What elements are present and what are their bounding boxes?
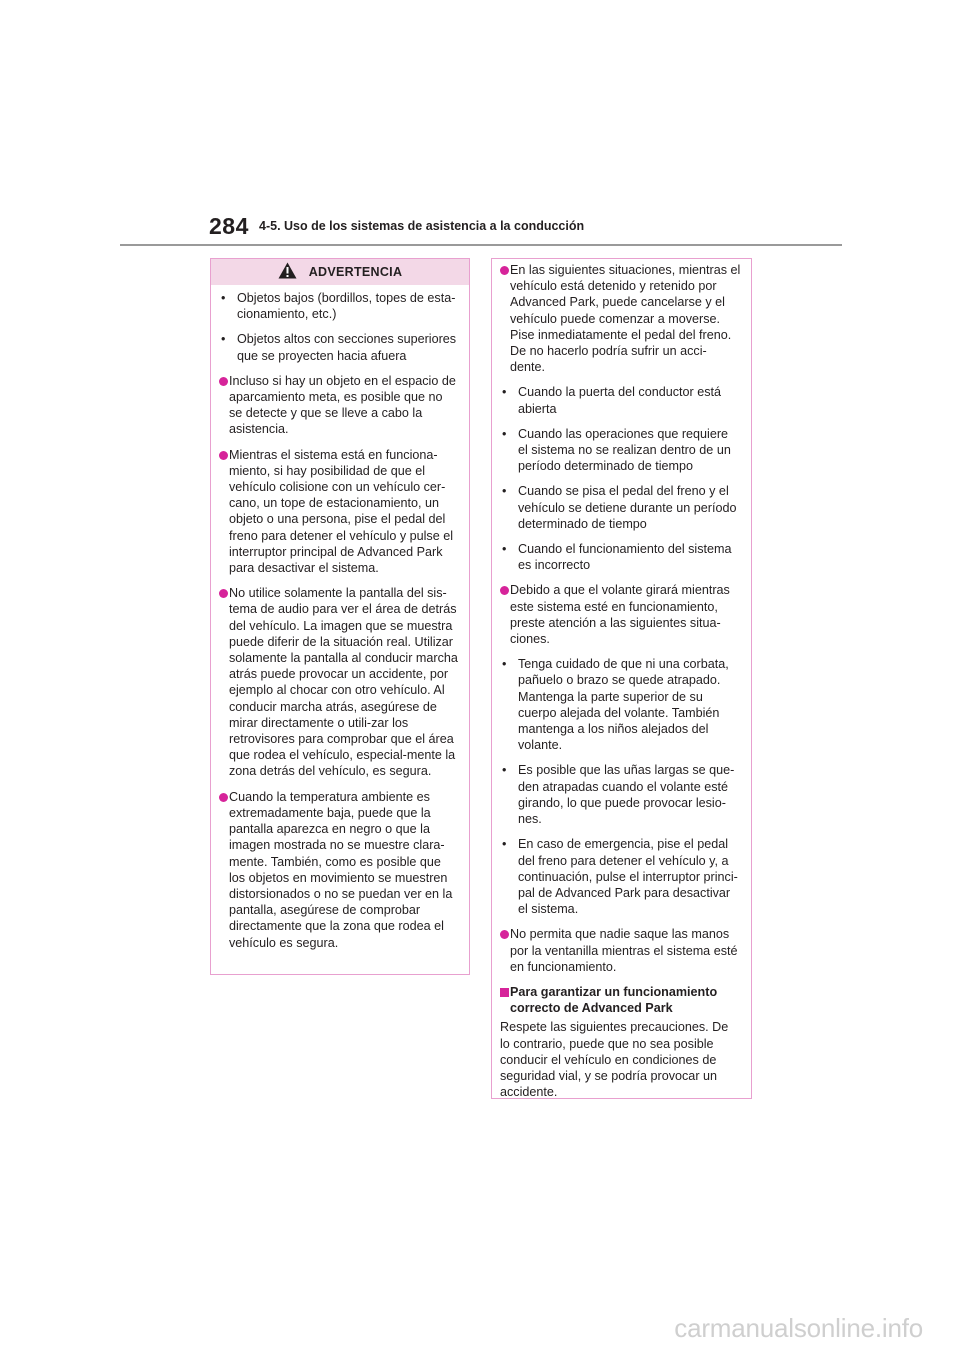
dot-bullet-icon xyxy=(219,793,228,802)
list-item xyxy=(500,483,741,532)
list-item-text: Tenga cuidado de que ni una corbata, pañuelo o brazo se quede atrapado. Mantenga la parte superior de su cuerpo alejada del volante. También mantenga a los niños alejados del volante. xyxy=(518,657,729,753)
warning-title: ADVERTENCIA xyxy=(308,265,403,279)
warning-box xyxy=(210,258,470,975)
dot-paragraph xyxy=(219,447,459,577)
warning-triangle-icon xyxy=(278,262,309,282)
list-item xyxy=(500,656,741,753)
list-item xyxy=(500,836,741,917)
bullet-mark: • xyxy=(502,484,507,499)
bullet-mark: • xyxy=(502,426,507,441)
list-item xyxy=(219,331,459,363)
dot-bullet-icon xyxy=(219,451,228,460)
section-title: 4-5. Uso de los sistemas de asistencia a la conducción xyxy=(259,219,585,233)
subheading-text: Para garantizar un funcionamiento correcto de Advanced Park xyxy=(510,984,718,1016)
warning-box-continued xyxy=(491,258,752,1099)
subheading xyxy=(500,984,741,1016)
bullet-mark: • xyxy=(502,837,507,852)
paragraph-text: No permita que nadie saque las manos por la ventanilla mientras el sistema esté en funcionamiento. xyxy=(510,927,738,974)
paragraph-text: Cuando la temperatura ambiente es extremadamente baja, puede que la pantalla aparezca en negro o que la imagen mostrada no se muestre clara-mente. También, como es posible que los objetos en movimiento se muestren distorsionados o no se puedan ver en la pantalla, asegúrese de comprobar directamente que la zona que rodea el vehículo es segura. xyxy=(229,789,453,950)
dot-paragraph xyxy=(219,373,459,438)
list-item xyxy=(500,541,741,573)
bullet-mark: • xyxy=(221,332,226,347)
body-paragraph: Respete las siguientes precauciones. De lo contrario, puede que no sea posible conducir el vehículo en condiciones de seguridad vial, y se podría provocar un accidente. xyxy=(500,1020,729,1100)
list-item-text: Es posible que las uñas largas se que-den atrapadas cuando el volante esté girando, lo que puede provocar lesio-nes. xyxy=(518,763,735,827)
dot-paragraph xyxy=(219,585,459,779)
bullet-mark: • xyxy=(502,763,507,778)
dot-paragraph xyxy=(500,926,741,975)
watermark: carmanualsonline.info xyxy=(674,1313,923,1343)
list-item-text: En caso de emergencia, pise el pedal del freno para detener el vehículo y, a continuación, pulse el interruptor princi-pal de Advanced Park para desactivar el sistema. xyxy=(518,837,738,917)
square-bullet-icon xyxy=(500,988,509,997)
header-divider xyxy=(120,244,842,246)
page-number: 284 xyxy=(209,213,249,239)
bullet-mark: • xyxy=(502,542,507,557)
list-item xyxy=(500,384,741,416)
paragraph-text: Incluso si hay un objeto en el espacio de aparcamiento meta, es posible que no se detecte y que se lleve a cabo la asistencia. xyxy=(229,373,456,437)
bullet-mark: • xyxy=(221,291,226,305)
warning-content xyxy=(211,285,469,951)
bullet-mark: • xyxy=(502,385,507,400)
list-item-text: Cuando las operaciones que requiere el sistema no se realizan dentro de un período determinado de tiempo xyxy=(518,426,731,474)
warning-content-continued xyxy=(492,259,751,1100)
bullet-mark: • xyxy=(502,657,507,672)
dot-paragraph xyxy=(500,582,741,647)
list-item xyxy=(219,290,459,322)
dot-bullet-icon xyxy=(219,377,228,386)
dot-paragraph xyxy=(500,262,741,375)
paragraph-text: No utilice solamente la pantalla del sis-tema de audio para ver el área de detrás del vehículo. La imagen que se muestra puede diferir de la situación real. Utilizar solamente la pantalla al conducir marcha atrás puede provocar un accidente, por ejemplo al chocar con otro vehículo. Al conducir marcha atrás, asegúrese de mirar directamente o utili-zar los retrovisores para comprobar que el área que rodea el vehículo, especial-mente la zona detrás del vehículo, es segura. xyxy=(229,586,458,779)
dot-bullet-icon xyxy=(500,266,509,275)
paragraph-text: En las siguientes situaciones, mientras el vehículo está detenido y retenido por Advanced Park, puede cancelarse y el vehículo puede comenzar a moverse. Pise inmediatamente el pedal del freno. De no hacerlo podría sufrir un acci-dente. xyxy=(510,263,741,375)
paragraph-text: Mientras el sistema está en funciona-miento, si hay posibilidad de que el vehículo colisione con un vehículo cer-cano, un tope de estacionamiento, un objeto o una persona, pise el pedal del freno para detener el vehículo y pulse el interruptor principal de Advanced Park para desactivar el sistema. xyxy=(229,447,454,576)
list-item xyxy=(500,762,741,827)
warning-header xyxy=(211,259,469,285)
list-item-text: Cuando la puerta del conductor está abierta xyxy=(518,385,722,416)
list-item xyxy=(500,426,741,475)
list-item-text: Cuando se pisa el pedal del freno y el vehículo se detiene durante un período determinado de tiempo xyxy=(518,484,737,531)
list-item-text: Cuando el funcionamiento del sistema es incorrecto xyxy=(518,542,732,573)
dot-paragraph xyxy=(219,789,459,951)
list-item-text: Objetos bajos (bordillos, topes de esta-cionamiento, etc.) xyxy=(237,291,456,322)
list-item-text: Objetos altos con secciones superiores que se proyecten hacia afuera xyxy=(237,332,457,363)
paragraph-text: Debido a que el volante girará mientras este sistema esté en funcionamiento, preste atención a las siguientes situa-ciones. xyxy=(510,583,730,647)
